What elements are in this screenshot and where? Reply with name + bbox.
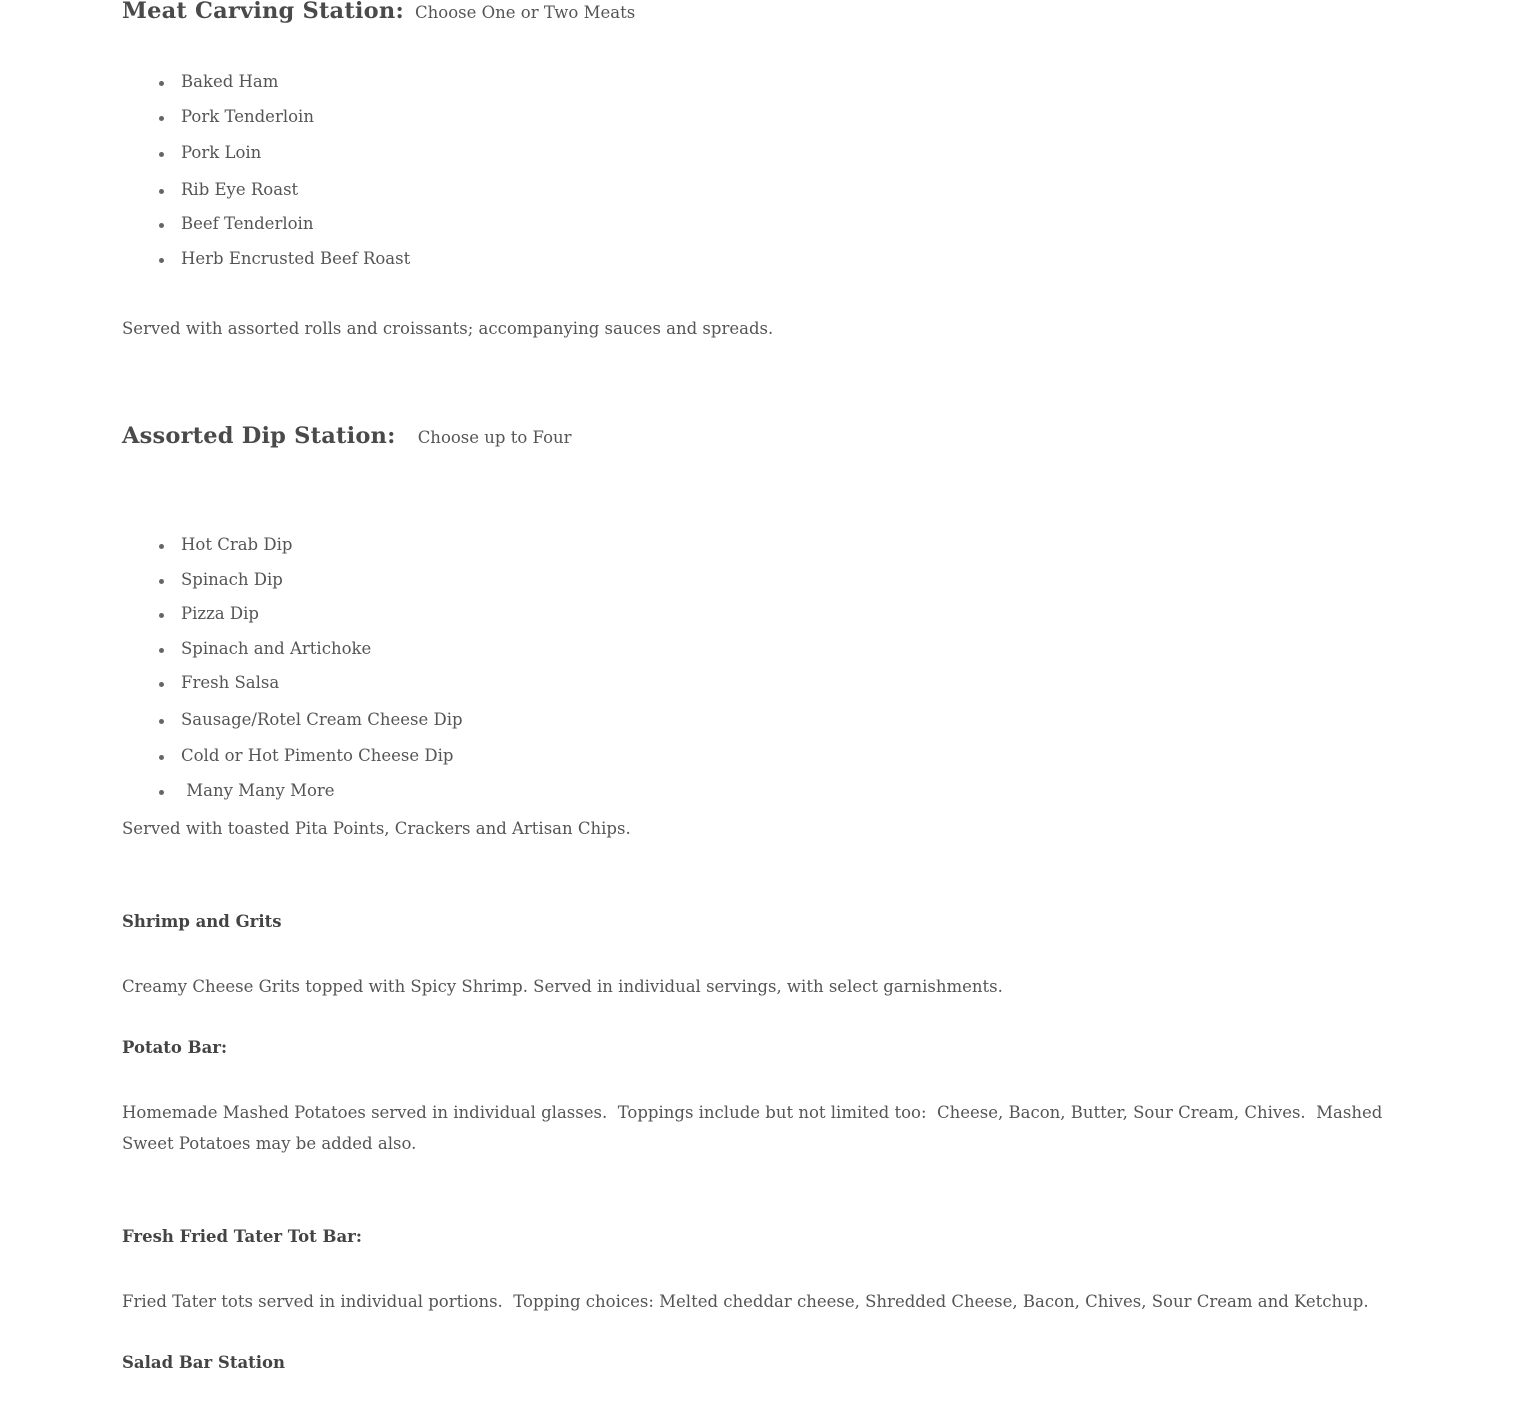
list-item: Herb Encrusted Beef Roast — [181, 249, 411, 268]
dip-station-heading — [122, 423, 572, 449]
tater-tot-bar-title: Fresh Fried Tater Tot Bar: — [122, 1227, 362, 1246]
list-item: Beef Tenderloin — [181, 214, 314, 233]
potato-bar-title: Potato Bar: — [122, 1038, 228, 1057]
list-item: Baked Ham — [181, 72, 279, 91]
list-item: Rib Eye Roast — [181, 180, 299, 199]
list-item: Sausage/Rotel Cream Cheese Dip — [181, 710, 463, 729]
tater-tot-bar-description: Fried Tater tots served in individual portions. Topping choices: Melted cheddar cheese, Shredded Cheese, Bacon, Chives, Sour Cream and Ketchup. — [122, 1292, 1369, 1311]
dip-station-note: Served with toasted Pita Points, Crackers and Artisan Chips. — [122, 819, 631, 838]
list-item: Cold or Hot Pimento Cheese Dip — [181, 746, 454, 765]
list-item: Pizza Dip — [181, 604, 259, 623]
dip-station-subtitle: Choose up to Four — [417, 428, 572, 447]
list-item: Pork Tenderloin — [181, 107, 314, 126]
list-item: Fresh Salsa — [181, 673, 280, 692]
dip-station-title: Assorted Dip Station: — [122, 423, 396, 449]
shrimp-grits-description: Creamy Cheese Grits topped with Spicy Shrimp. Served in individual servings, with select garnishments. — [122, 977, 1003, 996]
list-item: Spinach and Artichoke — [181, 639, 372, 658]
meat-carving-title: Meat Carving Station: — [122, 0, 404, 24]
potato-bar-description: Homemade Mashed Potatoes served in individual glasses. Toppings include but not limited too: Cheese, Bacon, Butter, Sour Cream, Chives. Mashed Sweet Potatoes may be added also. — [122, 1103, 1388, 1153]
shrimp-grits-title: Shrimp and Grits — [122, 912, 282, 931]
meat-carving-heading — [122, 0, 635, 24]
salad-bar-title: Salad Bar Station — [122, 1353, 286, 1372]
list-item: Spinach Dip — [181, 570, 283, 589]
meat-carving-note: Served with assorted rolls and croissants; accompanying sauces and spreads. — [122, 319, 774, 338]
list-item: Hot Crab Dip — [181, 535, 293, 554]
list-item: Pork Loin — [181, 143, 262, 162]
list-item: Many Many More — [181, 781, 335, 800]
meat-carving-subtitle: Choose One or Two Meats — [415, 3, 636, 22]
